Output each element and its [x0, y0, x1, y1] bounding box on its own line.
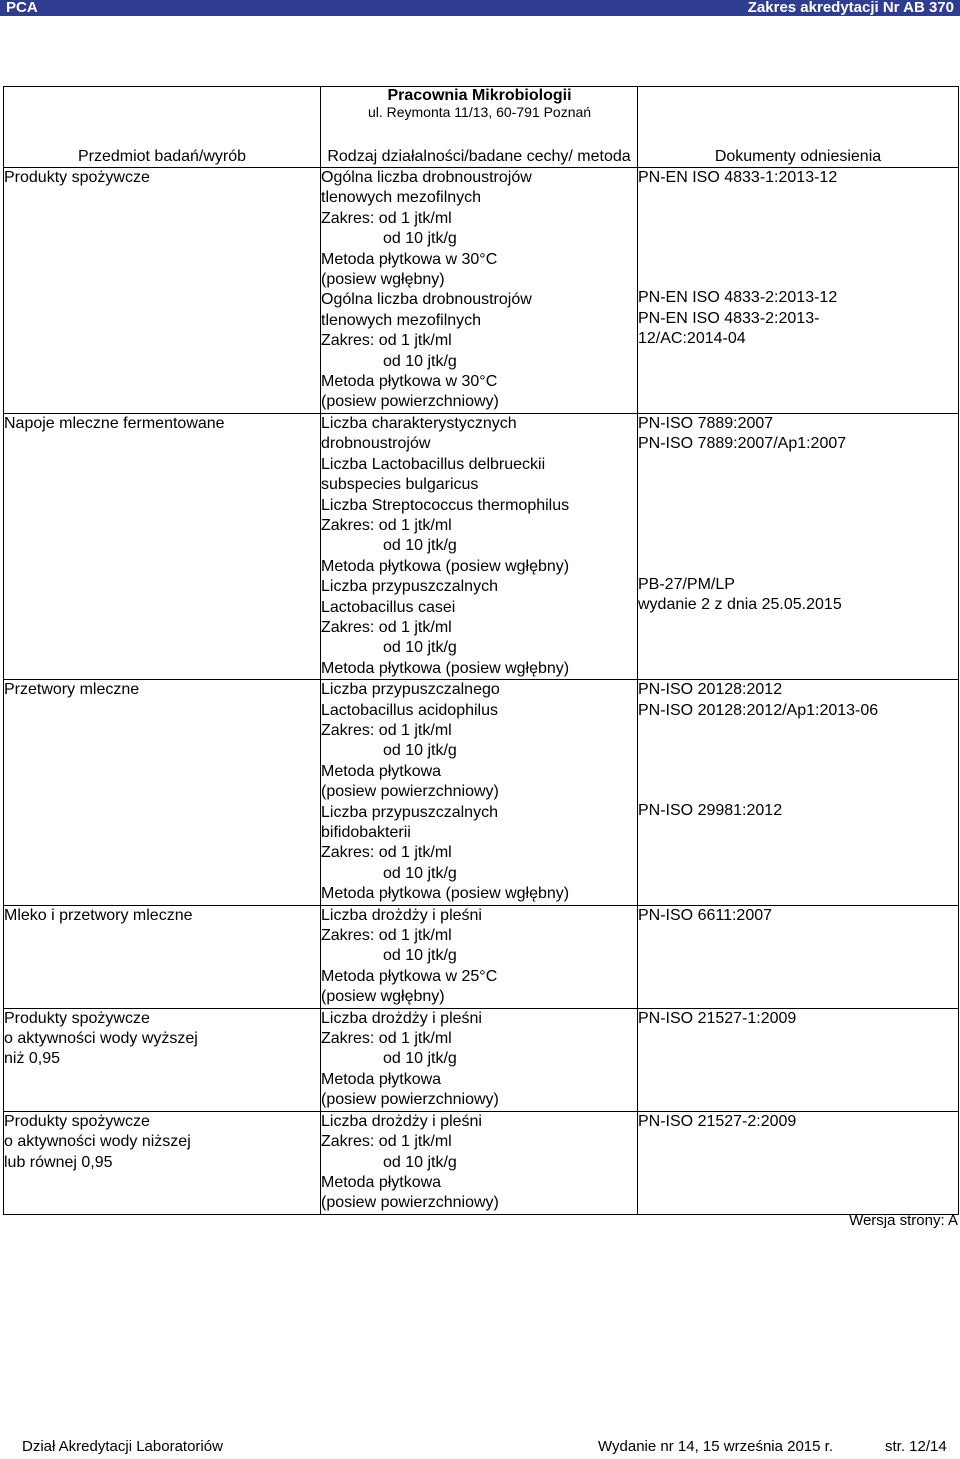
spacer [638, 208, 958, 228]
product-cell [4, 1008, 321, 1111]
document-block [638, 1009, 958, 1109]
method-technique-line: (posiew powierzchniowy) [321, 783, 499, 801]
method-text-line: Liczba przypuszczalnych [321, 803, 498, 821]
product-label-line: Produkty spożywcze [4, 1112, 150, 1130]
method-block [321, 168, 637, 290]
method-text-line: drobnoustrojów [321, 435, 431, 453]
product-label: Produkty spożywcze [4, 169, 150, 186]
spacer [638, 1172, 958, 1192]
method-cell [321, 905, 638, 1008]
spacer [638, 350, 958, 370]
col-header-documents: Dokumenty odniesienia [638, 87, 959, 168]
spacer [638, 228, 958, 248]
method-technique-line: Metoda płytkowa w 30°C [321, 373, 498, 391]
product-label-line: lub równej 0,95 [4, 1153, 113, 1171]
document-block [638, 575, 958, 676]
col-header-method: Rodzaj działalności/badane cechy/ metoda [321, 87, 638, 168]
spacer [638, 1192, 958, 1212]
reference-document: PN-ISO 21527-1:2009 [638, 1009, 797, 1027]
method-block [321, 414, 637, 577]
method-technique-line: (posiew wgłębny) [321, 271, 445, 289]
spacer [638, 821, 958, 841]
product-label-line: o aktywności wody niższej [4, 1133, 191, 1151]
method-text-line: bifidobakterii [321, 824, 411, 841]
method-technique-line: Metoda płytkowa (posiew wgłębny) [321, 557, 570, 575]
method-technique-line: Metoda płytkowa [321, 762, 442, 780]
method-text-line: Zakres: od 1 jtk/ml [321, 721, 452, 739]
reference-document: PN-ISO 20128:2012 [638, 681, 783, 699]
reference-document: PN-ISO 6611:2007 [638, 906, 773, 924]
method-text-line: Ogólna liczba drobnoustrojów [321, 169, 532, 186]
reference-document: wydanie 2 z dnia 25.05.2015 [638, 596, 842, 614]
spacer [638, 741, 958, 761]
method-technique-line: Metoda płytkowa (posiew wgłębny) [321, 659, 570, 677]
table-row [4, 168, 959, 414]
method-text-line: subspecies bulgaricus [321, 476, 479, 494]
method-technique-line: (posiew powierzchniowy) [321, 393, 499, 411]
method-range-line: od 10 jtk/g [383, 947, 457, 965]
method-technique-line: Metoda płytkowa (posiew wgłębny) [321, 885, 570, 903]
spacer [638, 495, 958, 515]
table-row [4, 905, 959, 1008]
footer-edition: Wydanie nr 14, 15 września 2015 r. [598, 1438, 833, 1455]
spacer [638, 861, 958, 881]
method-block [321, 290, 637, 412]
method-text-line: Lactobacillus acidophilus [321, 701, 498, 719]
spacer [638, 555, 958, 575]
method-text-line: Liczba drożdży i pleśni [321, 1009, 482, 1027]
product-label-line: o aktywności wody wyższej [4, 1030, 198, 1048]
spacer [638, 616, 958, 636]
spacer [638, 515, 958, 535]
document-block [638, 801, 958, 901]
document-block [638, 1112, 958, 1212]
method-technique-line: Metoda płytkowa w 30°C [321, 250, 498, 268]
spacer [638, 926, 958, 946]
spacer [638, 1152, 958, 1172]
method-text-line: tlenowych mezofilnych [321, 189, 482, 207]
method-range-line: od 10 jtk/g [383, 864, 457, 882]
method-text-line: Liczba przypuszczalnego [321, 681, 500, 699]
reference-document: PN-ISO 29981:2012 [638, 801, 783, 819]
lab-address: ul. Reymonta 11/13, 60-791 Poznań [367, 104, 592, 120]
spacer [638, 841, 958, 861]
method-technique-line: Metoda płytkowa w 25°C [321, 967, 498, 985]
method-range-line: od 10 jtk/g [383, 639, 457, 657]
spacer [638, 1089, 958, 1109]
product-label-line: niż 0,95 [4, 1050, 61, 1068]
col-header-product: Przedmiot badań/wyrób [4, 87, 321, 168]
document-block [638, 414, 958, 575]
spacer [638, 1132, 958, 1152]
reference-document: PN-ISO 20128:2012/Ap1:2013-06 [638, 701, 879, 719]
method-block [321, 1009, 637, 1111]
reference-document: PN-ISO 21527-2:2009 [638, 1112, 797, 1130]
method-text-line: Zakres: od 1 jtk/ml [321, 1133, 452, 1151]
lab-name: Pracownia Mikrobiologii [387, 87, 572, 104]
method-text-line: Liczba charakterystycznych [321, 414, 517, 432]
method-range-line: od 10 jtk/g [383, 1050, 457, 1068]
method-text-line: Zakres: od 1 jtk/ml [321, 844, 452, 862]
reference-document: PN-ISO 7889:2007 [638, 414, 774, 432]
spacer [638, 761, 958, 781]
method-cell [321, 168, 638, 414]
spacer [638, 268, 958, 288]
header-scope-title: Zakres akredytacji Nr AB 370 [747, 0, 954, 16]
method-text-line: Zakres: od 1 jtk/ml [321, 516, 452, 534]
method-text-line: Zakres: od 1 jtk/ml [321, 618, 452, 636]
table-row [4, 680, 959, 905]
spacer [638, 475, 958, 495]
method-technique-line: (posiew wgłębny) [321, 988, 445, 1006]
method-text-line: Liczba drożdży i pleśni [321, 906, 482, 924]
spacer [638, 188, 958, 208]
spacer [638, 946, 958, 966]
documents-cell [638, 413, 959, 679]
spacer [638, 781, 958, 801]
product-cell [4, 905, 321, 1008]
table-row [4, 1008, 959, 1111]
method-technique-line: (posiew powierzchniowy) [321, 1091, 499, 1109]
spacer [638, 370, 958, 390]
method-text-line: Zakres: od 1 jtk/ml [321, 209, 452, 227]
header-org: PCA [6, 0, 38, 16]
product-cell [4, 1111, 321, 1214]
reference-document: PN-EN ISO 4833-1:2013-12 [638, 169, 838, 186]
method-range-line: od 10 jtk/g [383, 742, 457, 760]
spacer [638, 1029, 958, 1049]
document-block [638, 680, 958, 801]
footer-department: Dział Akredytacji Laboratoriów [22, 1438, 223, 1455]
method-technique-line: Metoda płytkowa [321, 1070, 442, 1088]
product-label: Mleko i przetwory mleczne [4, 906, 193, 924]
documents-cell [638, 1008, 959, 1111]
reference-document: 12/AC:2014-04 [638, 330, 746, 348]
method-range-line: od 10 jtk/g [383, 352, 457, 370]
product-label-line: Produkty spożywcze [4, 1009, 150, 1027]
product-label: Napoje mleczne fermentowane [4, 414, 225, 432]
product-cell [4, 168, 321, 414]
method-text-line: Zakres: od 1 jtk/ml [321, 1030, 452, 1048]
reference-document: PN-EN ISO 4833-2:2013- [638, 309, 820, 327]
spacer [638, 1049, 958, 1069]
scope-table [3, 86, 959, 1215]
table-row [4, 1111, 959, 1214]
spacer [638, 656, 958, 676]
method-range-line: od 10 jtk/g [383, 537, 457, 555]
method-block [321, 803, 637, 905]
method-text-line: Zakres: od 1 jtk/ml [321, 927, 452, 945]
reference-document: PN-EN ISO 4833-2:2013-12 [638, 289, 838, 307]
document-block [638, 288, 958, 409]
method-cell [321, 680, 638, 905]
method-text-line: Zakres: od 1 jtk/ml [321, 332, 452, 350]
method-cell [321, 1008, 638, 1111]
method-technique-line: Metoda płytkowa [321, 1173, 442, 1191]
spacer [638, 535, 958, 555]
spacer [638, 455, 958, 475]
spacer [638, 1069, 958, 1089]
page-version: Wersja strony: A [849, 1212, 958, 1229]
product-cell [4, 680, 321, 905]
method-range-line: od 10 jtk/g [383, 1153, 457, 1171]
method-cell [321, 413, 638, 679]
spacer [638, 636, 958, 656]
method-block [321, 1112, 637, 1214]
document-block [638, 168, 958, 288]
document-block [638, 906, 958, 1006]
reference-document: PB-27/PM/LP [638, 575, 735, 593]
method-text-line: Ogólna liczba drobnoustrojów [321, 291, 532, 309]
method-text-line: Liczba Lactobacillus delbrueckii [321, 455, 546, 473]
spacer [638, 248, 958, 268]
documents-cell [638, 905, 959, 1008]
documents-cell [638, 168, 959, 414]
method-text-line: Liczba przypuszczalnych [321, 578, 498, 596]
method-technique-line: (posiew powierzchniowy) [321, 1194, 499, 1212]
product-label: Przetwory mleczne [4, 681, 140, 699]
method-block [321, 906, 637, 1008]
method-block [321, 577, 637, 679]
reference-document: PN-ISO 7889:2007/Ap1:2007 [638, 435, 847, 453]
product-cell [4, 413, 321, 679]
method-text-line: Lactobacillus casei [321, 598, 456, 616]
scope-table-body [4, 168, 959, 1215]
documents-cell [638, 680, 959, 905]
spacer [638, 966, 958, 986]
method-text-line: Liczba drożdży i pleśni [321, 1112, 482, 1130]
table-row [4, 413, 959, 679]
spacer [638, 986, 958, 1006]
method-text-line: Liczba Streptococcus thermophilus [321, 496, 570, 514]
page-header-bar [0, 0, 960, 16]
method-block [321, 680, 637, 802]
documents-cell [638, 1111, 959, 1214]
method-range-line: od 10 jtk/g [383, 230, 457, 248]
spacer [638, 721, 958, 741]
spacer [638, 881, 958, 901]
method-text-line: tlenowych mezofilnych [321, 311, 482, 329]
method-cell [321, 1111, 638, 1214]
footer-page-number: str. 12/14 [885, 1438, 947, 1455]
spacer [638, 390, 958, 410]
